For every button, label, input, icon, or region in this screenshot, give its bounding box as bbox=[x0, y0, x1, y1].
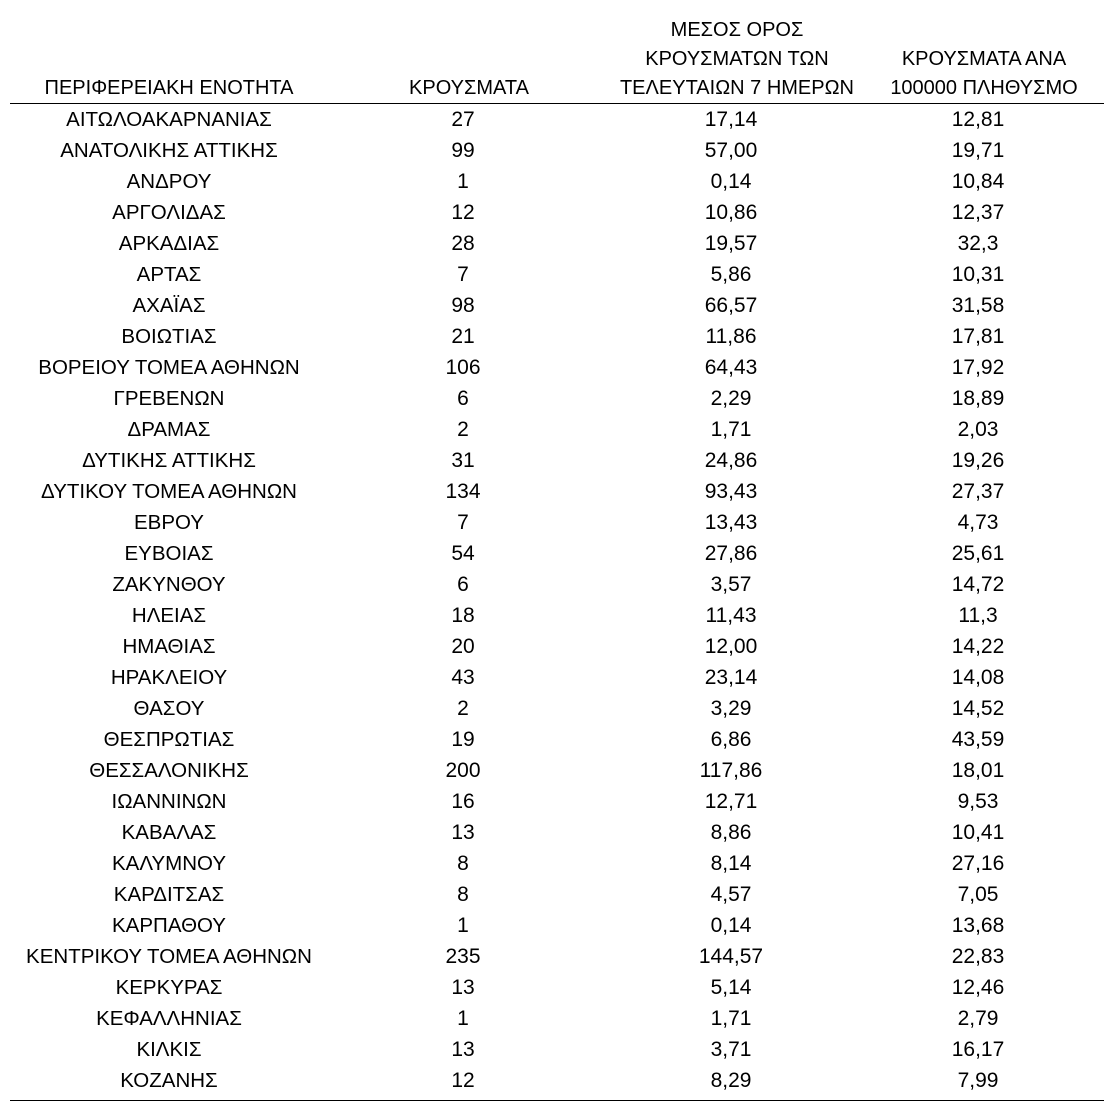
cell-avg7: 5,14 bbox=[710, 976, 752, 999]
table-row bbox=[10, 1065, 1104, 1096]
cell-cases: 98 bbox=[451, 294, 475, 317]
table-row bbox=[10, 197, 1104, 228]
cell-cases: 13 bbox=[451, 821, 475, 844]
cell-avg7: 0,14 bbox=[710, 170, 752, 193]
cell-region: ΚΕΦΑΛΛΗΝΙΑΣ bbox=[96, 1007, 242, 1030]
cell-per100k: 31,58 bbox=[951, 294, 1005, 317]
cell-per100k: 17,81 bbox=[951, 325, 1005, 348]
cell-cases: 235 bbox=[445, 945, 481, 968]
cell-per100k: 19,26 bbox=[951, 449, 1005, 472]
cases-table bbox=[10, 16, 1104, 1096]
cell-region: ΔΡΑΜΑΣ bbox=[127, 418, 211, 441]
table-header bbox=[10, 16, 1104, 104]
cell-cases: 6 bbox=[457, 387, 469, 410]
cell-region: ΑΡΤΑΣ bbox=[136, 263, 202, 286]
cell-cases: 2 bbox=[457, 697, 469, 720]
cell-per100k: 2,03 bbox=[957, 418, 999, 441]
cell-region: ΘΕΣΣΑΛΟΝΙΚΗΣ bbox=[89, 759, 249, 782]
cell-avg7: 3,71 bbox=[710, 1038, 752, 1061]
cell-avg7: 1,71 bbox=[710, 1007, 752, 1030]
header-avg7-line-1: ΜΕΣΟΣ ΟΡΟΣ bbox=[670, 19, 804, 41]
cell-cases: 21 bbox=[451, 325, 475, 348]
table-row bbox=[10, 972, 1104, 1003]
cell-per100k: 4,73 bbox=[957, 511, 999, 534]
cell-region: ΔΥΤΙΚΗΣ ΑΤΤΙΚΗΣ bbox=[82, 449, 256, 472]
cell-avg7: 24,86 bbox=[704, 449, 758, 472]
cell-avg7: 57,00 bbox=[704, 139, 758, 162]
cell-region: ΚΑΡΠΑΘΟΥ bbox=[112, 914, 226, 937]
cell-region: ΙΩΑΝΝΙΝΩΝ bbox=[111, 790, 227, 813]
cell-per100k: 12,81 bbox=[951, 108, 1005, 131]
cell-cases: 134 bbox=[445, 480, 481, 503]
cell-avg7: 8,29 bbox=[710, 1069, 752, 1092]
cell-region: ΑΧΑΪΑΣ bbox=[132, 294, 206, 317]
cell-per100k: 12,46 bbox=[951, 976, 1005, 999]
cell-cases: 1 bbox=[457, 170, 469, 193]
table-row bbox=[10, 879, 1104, 910]
cell-cases: 1 bbox=[457, 914, 469, 937]
cell-per100k: 13,68 bbox=[951, 914, 1005, 937]
cell-cases: 200 bbox=[445, 759, 481, 782]
cell-avg7: 0,14 bbox=[710, 914, 752, 937]
cell-region: ΑΝΔΡΟΥ bbox=[126, 170, 212, 193]
cell-avg7: 12,71 bbox=[704, 790, 758, 813]
cell-region: ΚΙΛΚΙΣ bbox=[136, 1038, 202, 1061]
cell-per100k: 10,41 bbox=[951, 821, 1005, 844]
cell-region: ΑΡΚΑΔΙΑΣ bbox=[118, 232, 220, 255]
table-row bbox=[10, 662, 1104, 693]
table-row bbox=[10, 476, 1104, 507]
cell-per100k: 10,84 bbox=[951, 170, 1005, 193]
cell-per100k: 14,72 bbox=[951, 573, 1005, 596]
table-row bbox=[10, 569, 1104, 600]
header-cases-line: ΚΡΟΥΣΜΑΤΑ bbox=[409, 77, 529, 99]
header-avg7-line-3: ΤΕΛΕΥΤΑΙΩΝ 7 ΗΜΕΡΩΝ bbox=[619, 77, 855, 99]
cell-cases: 13 bbox=[451, 1038, 475, 1061]
header-per100k-line-2: 100000 ΠΛΗΘΥΣΜΟ bbox=[890, 77, 1078, 99]
cell-avg7: 12,00 bbox=[704, 635, 758, 658]
cell-region: ΚΕΝΤΡΙΚΟΥ ΤΟΜΕΑ ΑΘΗΝΩΝ bbox=[26, 945, 312, 968]
cell-per100k: 14,08 bbox=[951, 666, 1005, 689]
cell-region: ΕΒΡΟΥ bbox=[134, 511, 204, 534]
cell-avg7: 19,57 bbox=[704, 232, 758, 255]
table-row bbox=[10, 321, 1104, 352]
cell-per100k: 14,22 bbox=[951, 635, 1005, 658]
cell-cases: 18 bbox=[451, 604, 475, 627]
cell-avg7: 5,86 bbox=[710, 263, 752, 286]
cell-per100k: 43,59 bbox=[951, 728, 1005, 751]
cell-cases: 6 bbox=[457, 573, 469, 596]
cell-region: ΘΑΣΟΥ bbox=[133, 697, 205, 720]
cell-cases: 12 bbox=[451, 1069, 475, 1092]
cell-region: ΔΥΤΙΚΟΥ ΤΟΜΕΑ ΑΘΗΝΩΝ bbox=[41, 480, 297, 503]
cell-region: ΕΥΒΟΙΑΣ bbox=[124, 542, 214, 565]
cell-region: ΒΟΙΩΤΙΑΣ bbox=[121, 325, 217, 348]
cell-avg7: 64,43 bbox=[704, 356, 758, 379]
cell-per100k: 10,31 bbox=[951, 263, 1005, 286]
cell-cases: 16 bbox=[451, 790, 475, 813]
cell-cases: 43 bbox=[451, 666, 475, 689]
table-body bbox=[10, 104, 1104, 1097]
cell-avg7: 17,14 bbox=[704, 108, 758, 131]
table-row bbox=[10, 507, 1104, 538]
table-row bbox=[10, 228, 1104, 259]
table-row bbox=[10, 817, 1104, 848]
cell-per100k: 25,61 bbox=[951, 542, 1005, 565]
cell-region: ΖΑΚΥΝΘΟΥ bbox=[112, 573, 226, 596]
cell-cases: 12 bbox=[451, 201, 475, 224]
cell-cases: 7 bbox=[457, 511, 469, 534]
cell-avg7: 3,29 bbox=[710, 697, 752, 720]
table-row bbox=[10, 352, 1104, 383]
table-row bbox=[10, 259, 1104, 290]
cell-avg7: 144,57 bbox=[698, 945, 764, 968]
table-row bbox=[10, 414, 1104, 445]
table-row bbox=[10, 166, 1104, 197]
cell-region: ΗΡΑΚΛΕΙΟΥ bbox=[110, 666, 228, 689]
cell-cases: 2 bbox=[457, 418, 469, 441]
cell-cases: 8 bbox=[457, 883, 469, 906]
cell-per100k: 12,37 bbox=[951, 201, 1005, 224]
table-row bbox=[10, 848, 1104, 879]
cell-per100k: 11,3 bbox=[958, 604, 998, 627]
cell-avg7: 13,43 bbox=[704, 511, 758, 534]
cell-avg7: 27,86 bbox=[704, 542, 758, 565]
cell-cases: 7 bbox=[457, 263, 469, 286]
cell-region: ΑΡΓΟΛΙΔΑΣ bbox=[112, 201, 226, 224]
cell-per100k: 32,3 bbox=[957, 232, 999, 255]
covid-cases-table-sheet bbox=[10, 16, 1104, 1101]
header-cases bbox=[328, 16, 610, 104]
table-row bbox=[10, 755, 1104, 786]
cell-per100k: 7,05 bbox=[957, 883, 999, 906]
table-row bbox=[10, 445, 1104, 476]
header-avg7 bbox=[610, 16, 864, 104]
cell-region: ΚΑΡΔΙΤΣΑΣ bbox=[113, 883, 225, 906]
cell-cases: 13 bbox=[451, 976, 475, 999]
cell-per100k: 7,99 bbox=[957, 1069, 999, 1092]
cell-cases: 99 bbox=[451, 139, 475, 162]
table-row bbox=[10, 724, 1104, 755]
cell-region: ΚΑΒΑΛΑΣ bbox=[121, 821, 217, 844]
table-row bbox=[10, 600, 1104, 631]
cell-per100k: 18,01 bbox=[951, 759, 1005, 782]
cell-avg7: 11,43 bbox=[705, 604, 757, 627]
cell-region: ΒΟΡΕΙΟΥ ΤΟΜΕΑ ΑΘΗΝΩΝ bbox=[38, 356, 300, 379]
table-row bbox=[10, 693, 1104, 724]
header-per100k bbox=[864, 16, 1104, 104]
cell-avg7: 4,57 bbox=[710, 883, 752, 906]
cell-region: ΚΟΖΑΝΗΣ bbox=[120, 1069, 218, 1092]
cell-cases: 27 bbox=[451, 108, 475, 131]
cell-avg7: 11,86 bbox=[705, 325, 757, 348]
table-row bbox=[10, 1034, 1104, 1065]
cell-region: ΚΕΡΚΥΡΑΣ bbox=[115, 976, 223, 999]
cell-avg7: 93,43 bbox=[704, 480, 758, 503]
cell-avg7: 23,14 bbox=[704, 666, 758, 689]
cell-region: ΗΛΕΙΑΣ bbox=[131, 604, 207, 627]
cell-region: ΗΜΑΘΙΑΣ bbox=[122, 635, 216, 658]
cell-cases: 31 bbox=[451, 449, 475, 472]
cell-region: ΑΙΤΩΛΟΑΚΑΡΝΑΝΙΑΣ bbox=[66, 108, 272, 131]
cell-region: ΓΡΕΒΕΝΩΝ bbox=[113, 387, 225, 410]
cell-region: ΚΑΛΥΜΝΟΥ bbox=[111, 852, 227, 875]
cell-per100k: 14,52 bbox=[951, 697, 1005, 720]
cell-cases: 106 bbox=[445, 356, 481, 379]
cell-per100k: 9,53 bbox=[957, 790, 999, 813]
cell-avg7: 1,71 bbox=[710, 418, 752, 441]
cell-per100k: 19,71 bbox=[951, 139, 1005, 162]
cell-cases: 54 bbox=[451, 542, 475, 565]
table-row bbox=[10, 786, 1104, 817]
table-row bbox=[10, 383, 1104, 414]
cell-avg7: 6,86 bbox=[710, 728, 752, 751]
table-row bbox=[10, 1003, 1104, 1034]
cell-avg7: 66,57 bbox=[704, 294, 758, 317]
table-row bbox=[10, 941, 1104, 972]
cell-cases: 8 bbox=[457, 852, 469, 875]
cell-cases: 28 bbox=[451, 232, 475, 255]
header-region bbox=[10, 16, 328, 104]
header-per100k-line-1: ΚΡΟΥΣΜΑΤΑ ΑΝΑ bbox=[901, 48, 1067, 70]
header-avg7-line-2: ΚΡΟΥΣΜΑΤΩΝ ΤΩΝ bbox=[645, 48, 829, 70]
cell-avg7: 8,86 bbox=[710, 821, 752, 844]
cell-per100k: 16,17 bbox=[951, 1038, 1005, 1061]
cell-per100k: 17,92 bbox=[951, 356, 1005, 379]
table-row bbox=[10, 135, 1104, 166]
cell-avg7: 2,29 bbox=[710, 387, 752, 410]
table-row bbox=[10, 910, 1104, 941]
cell-avg7: 3,57 bbox=[710, 573, 752, 596]
cell-per100k: 22,83 bbox=[951, 945, 1005, 968]
table-bottom-rule bbox=[10, 1100, 1104, 1101]
cell-avg7: 117,86 bbox=[699, 759, 763, 782]
table-row bbox=[10, 290, 1104, 321]
header-region-line: ΠΕΡΙΦΕΡΕΙΑΚΗ ΕΝΟΤΗΤΑ bbox=[44, 77, 294, 99]
cell-cases: 20 bbox=[451, 635, 475, 658]
table-row bbox=[10, 631, 1104, 662]
header-row bbox=[10, 16, 1104, 104]
cell-per100k: 2,79 bbox=[957, 1007, 999, 1030]
cell-avg7: 8,14 bbox=[710, 852, 752, 875]
cell-region: ΘΕΣΠΡΩΤΙΑΣ bbox=[103, 728, 235, 751]
cell-per100k: 27,37 bbox=[951, 480, 1005, 503]
table-row bbox=[10, 538, 1104, 569]
cell-cases: 1 bbox=[457, 1007, 469, 1030]
cell-per100k: 18,89 bbox=[951, 387, 1005, 410]
table-row bbox=[10, 104, 1104, 136]
cell-region: ΑΝΑΤΟΛΙΚΗΣ ΑΤΤΙΚΗΣ bbox=[60, 139, 278, 162]
cell-avg7: 10,86 bbox=[704, 201, 758, 224]
cell-cases: 19 bbox=[451, 728, 475, 751]
cell-per100k: 27,16 bbox=[951, 852, 1005, 875]
